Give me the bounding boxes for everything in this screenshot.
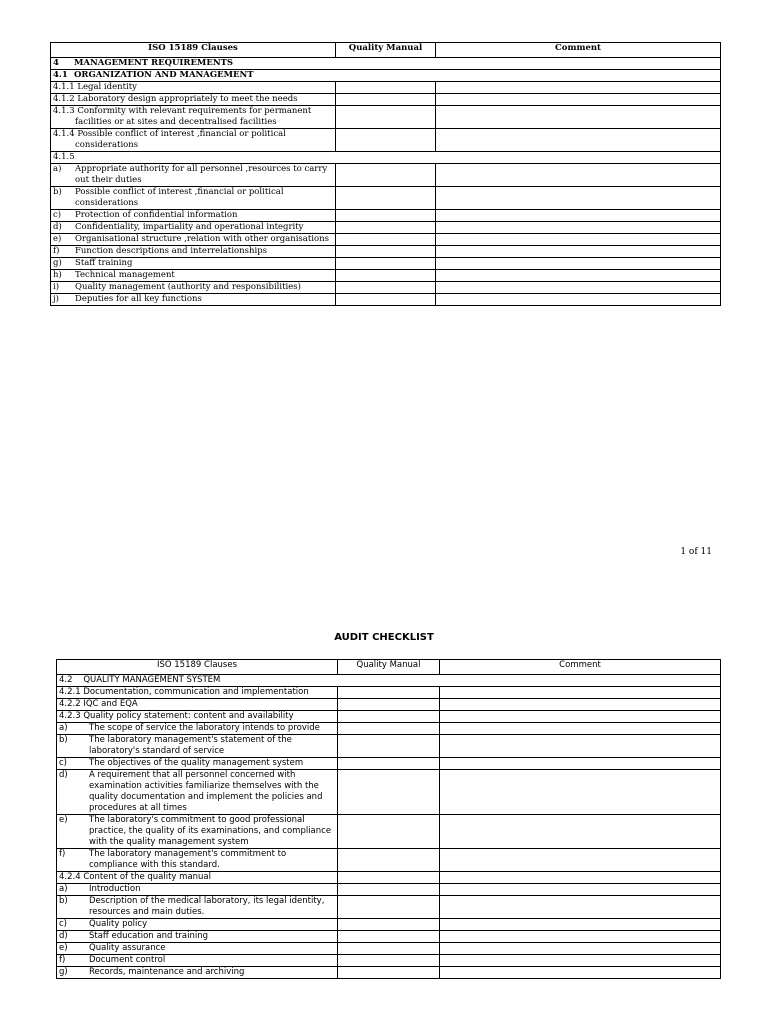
- table-row: [51, 270, 721, 282]
- clause-item: [57, 955, 338, 967]
- manual-cell[interactable]: [338, 687, 440, 699]
- item-text: Deputies for all key functions: [75, 294, 202, 304]
- page-number: 1 of 11: [680, 547, 712, 557]
- clause-4-2-3-items: [57, 723, 721, 872]
- item-letter: f): [59, 955, 66, 965]
- comment-cell[interactable]: [440, 931, 721, 943]
- item-text: The laboratory management's commitment to compliance with this standard.: [89, 849, 287, 870]
- comment-cell[interactable]: [436, 106, 721, 129]
- comment-cell[interactable]: [436, 294, 721, 306]
- comment-cell[interactable]: [440, 884, 721, 896]
- item-text: The laboratory's commitment to good professional practice, the quality of its examinations, and compliance with the quality management system: [89, 815, 332, 847]
- comment-cell[interactable]: [436, 187, 721, 210]
- clause-item: [57, 735, 338, 758]
- clause-item: [51, 187, 336, 210]
- item-text: Function descriptions and interrelationships: [75, 246, 267, 256]
- comment-cell[interactable]: [440, 849, 721, 872]
- manual-cell[interactable]: [336, 106, 436, 129]
- comment-cell[interactable]: [440, 967, 721, 979]
- table-row: [51, 129, 721, 152]
- item-text: Introduction: [89, 884, 141, 894]
- manual-cell[interactable]: [338, 849, 440, 872]
- section-4-1-title: 4.1 ORGANIZATION AND MANAGEMENT: [51, 70, 721, 82]
- item-letter: d): [59, 931, 68, 941]
- comment-cell[interactable]: [436, 258, 721, 270]
- clause-4-1-4: 4.1.4 Possible conflict of interest ,financial or political considerations: [51, 129, 336, 152]
- table-row: [51, 258, 721, 270]
- clause-item: [51, 270, 336, 282]
- comment-cell[interactable]: [436, 82, 721, 94]
- table-row: [51, 282, 721, 294]
- clause-item: [51, 164, 336, 187]
- comment-cell[interactable]: [440, 758, 721, 770]
- item-text: Quality management (authority and responsibilities): [75, 282, 301, 292]
- manual-cell[interactable]: [338, 967, 440, 979]
- clause-item: [57, 758, 338, 770]
- manual-cell[interactable]: [336, 94, 436, 106]
- clause-4-1-1: 4.1.1 Legal identity: [51, 82, 336, 94]
- comment-cell[interactable]: [440, 872, 721, 884]
- table-row: [57, 758, 721, 770]
- clause-item: [57, 723, 338, 735]
- clause-4-1-5: 4.1.5: [51, 152, 721, 164]
- table-row: [51, 210, 721, 222]
- clause-item: [51, 222, 336, 234]
- table-row: [51, 106, 721, 129]
- header-comment: Comment: [436, 43, 721, 58]
- clause-item: [51, 210, 336, 222]
- manual-cell[interactable]: [338, 770, 440, 815]
- item-letter: d): [59, 770, 68, 780]
- item-text: Quality assurance: [89, 943, 166, 953]
- table-row: [57, 896, 721, 919]
- clause-item: [57, 896, 338, 919]
- comment-cell[interactable]: [436, 282, 721, 294]
- item-letter: f): [59, 849, 66, 859]
- manual-cell[interactable]: [338, 943, 440, 955]
- table-row: [57, 967, 721, 979]
- manual-cell[interactable]: [338, 711, 440, 723]
- table-row: [51, 94, 721, 106]
- table-row: [57, 872, 721, 884]
- manual-cell[interactable]: [338, 723, 440, 735]
- manual-cell[interactable]: [336, 164, 436, 187]
- item-text: The objectives of the quality management system: [89, 758, 304, 768]
- item-letter: c): [53, 210, 62, 220]
- table-row: [51, 164, 721, 187]
- item-letter: i): [53, 282, 60, 292]
- comment-cell[interactable]: [440, 735, 721, 758]
- clause-item: [57, 815, 338, 849]
- comment-cell[interactable]: [440, 687, 721, 699]
- clause-4-1-3: 4.1.3 Conformity with relevant requirements for permanent facilities or at sites and decentralised facilities: [51, 106, 336, 129]
- item-letter: e): [53, 234, 62, 244]
- manual-cell[interactable]: [336, 246, 436, 258]
- manual-cell[interactable]: [336, 270, 436, 282]
- item-text: Protection of confidential information: [75, 210, 238, 220]
- manual-cell[interactable]: [338, 815, 440, 849]
- item-text: Staff education and training: [89, 931, 208, 941]
- item-letter: j): [53, 294, 59, 304]
- manual-cell[interactable]: [336, 129, 436, 152]
- item-letter: e): [59, 815, 68, 825]
- comment-cell[interactable]: [436, 164, 721, 187]
- comment-cell[interactable]: [436, 234, 721, 246]
- header-comment: Comment: [440, 660, 721, 675]
- table-row: [57, 687, 721, 699]
- item-letter: b): [59, 896, 68, 906]
- clause-4-2-1: 4.2.1 Documentation, communication and implementation: [57, 687, 338, 699]
- item-text: Appropriate authority for all personnel ,resources to carry out their duties: [75, 164, 328, 185]
- clause-item: [57, 770, 338, 815]
- manual-cell[interactable]: [336, 187, 436, 210]
- comment-cell[interactable]: [436, 94, 721, 106]
- comment-cell[interactable]: [440, 770, 721, 815]
- item-letter: g): [53, 258, 62, 268]
- item-text: The laboratory management's statement of the laboratory's standard of service: [89, 735, 292, 756]
- clause-item: [57, 884, 338, 896]
- table-header-row: [51, 43, 721, 58]
- item-text: Staff training: [75, 258, 133, 268]
- item-letter: e): [59, 943, 68, 953]
- clause-item: [57, 919, 338, 931]
- table-row: [57, 711, 721, 723]
- manual-cell[interactable]: [336, 258, 436, 270]
- comment-cell[interactable]: [440, 919, 721, 931]
- table-row: [57, 770, 721, 815]
- item-text: Document control: [89, 955, 166, 965]
- item-text: Quality policy: [89, 919, 148, 929]
- header-clauses: ISO 15189 Clauses: [51, 43, 336, 58]
- table-row: [51, 82, 721, 94]
- manual-cell[interactable]: [338, 896, 440, 919]
- manual-cell[interactable]: [338, 735, 440, 758]
- comment-cell[interactable]: [440, 955, 721, 967]
- manual-cell[interactable]: [338, 872, 440, 884]
- section-4-2-title: 4.2 QUALITY MANAGEMENT SYSTEM: [57, 675, 721, 687]
- clause-item: [51, 294, 336, 306]
- table-row: [57, 919, 721, 931]
- item-letter: d): [53, 222, 62, 232]
- clause-item: [57, 967, 338, 979]
- comment-cell[interactable]: [440, 943, 721, 955]
- item-letter: h): [53, 270, 62, 280]
- item-letter: a): [53, 164, 62, 174]
- clause-4-1-2: 4.1.2 Laboratory design appropriately to meet the needs: [51, 94, 336, 106]
- item-letter: g): [59, 967, 68, 977]
- clause-4-2-3: 4.2.3 Quality policy statement: content and availability: [57, 711, 338, 723]
- item-text: Records, maintenance and archiving: [89, 967, 245, 977]
- comment-cell[interactable]: [436, 270, 721, 282]
- clause-item: [51, 282, 336, 294]
- manual-cell[interactable]: [336, 210, 436, 222]
- manual-cell[interactable]: [338, 758, 440, 770]
- item-text: The scope of service the laboratory intends to provide: [89, 723, 320, 733]
- header-clauses: ISO 15189 Clauses: [57, 660, 338, 675]
- manual-cell[interactable]: [338, 919, 440, 931]
- table-row: [51, 152, 721, 164]
- table-row: [51, 294, 721, 306]
- table-row: [57, 735, 721, 758]
- comment-cell[interactable]: [440, 711, 721, 723]
- section-4-title: 4 MANAGEMENT REQUIREMENTS: [51, 58, 721, 70]
- table-row: [51, 234, 721, 246]
- comment-cell[interactable]: [436, 222, 721, 234]
- clause-item: [57, 943, 338, 955]
- item-letter: c): [59, 919, 67, 929]
- manual-cell[interactable]: [338, 931, 440, 943]
- manual-cell[interactable]: [336, 82, 436, 94]
- item-letter: b): [53, 187, 62, 197]
- table-row: [57, 931, 721, 943]
- clause-item: [57, 849, 338, 872]
- manual-cell[interactable]: [338, 699, 440, 711]
- comment-cell[interactable]: [440, 896, 721, 919]
- table-row: [51, 187, 721, 210]
- section-row-4-1: [51, 70, 721, 82]
- table-header-row: [57, 660, 721, 675]
- comment-cell[interactable]: [436, 210, 721, 222]
- table-row: [57, 723, 721, 735]
- table-row: [57, 884, 721, 896]
- header-quality-manual: Quality Manual: [336, 43, 436, 58]
- comment-cell[interactable]: [440, 723, 721, 735]
- item-letter: f): [53, 246, 60, 256]
- clause-item: [51, 246, 336, 258]
- table-row: [57, 849, 721, 872]
- page-title: AUDIT CHECKLIST: [334, 632, 434, 643]
- manual-cell[interactable]: [338, 884, 440, 896]
- manual-cell[interactable]: [336, 234, 436, 246]
- manual-cell[interactable]: [336, 282, 436, 294]
- clause-4-1-5-items: [51, 164, 721, 306]
- item-letter: a): [59, 884, 68, 894]
- item-letter: c): [59, 758, 67, 768]
- table-row: [51, 222, 721, 234]
- comment-cell[interactable]: [436, 246, 721, 258]
- item-text: Description of the medical laboratory, its legal identity, resources and main duties.: [89, 896, 325, 917]
- item-text: A requirement that all personnel concerned with examination activities familiarize themselves with the quality documentation and implement the policies and procedures at all times: [89, 770, 323, 813]
- section-row-4: [51, 58, 721, 70]
- item-text: Organisational structure ,relation with other organisations: [75, 234, 329, 244]
- clause-item: [51, 258, 336, 270]
- manual-cell[interactable]: [336, 222, 436, 234]
- table-row: [57, 815, 721, 849]
- manual-cell[interactable]: [336, 294, 436, 306]
- table-row: [57, 699, 721, 711]
- table-row: [57, 955, 721, 967]
- iso-clauses-table-41: [50, 42, 721, 306]
- table-row: [57, 943, 721, 955]
- table-row: [51, 246, 721, 258]
- item-text: Possible conflict of interest ,financial or political considerations: [75, 187, 284, 208]
- comment-cell[interactable]: [440, 815, 721, 849]
- comment-cell[interactable]: [436, 129, 721, 152]
- item-text: Confidentiality, impartiality and operational integrity: [75, 222, 304, 232]
- comment-cell[interactable]: [440, 699, 721, 711]
- clause-4-2-2: 4.2.2 IQC and EQA: [57, 699, 338, 711]
- item-text: Technical management: [75, 270, 175, 280]
- clause-4-2-4: 4.2.4 Content of the quality manual: [57, 872, 338, 884]
- header-quality-manual: Quality Manual: [338, 660, 440, 675]
- iso-clauses-table-42: [56, 659, 721, 979]
- clause-item: [51, 234, 336, 246]
- clause-4-2-4-items: [57, 884, 721, 979]
- item-letter: b): [59, 735, 68, 745]
- manual-cell[interactable]: [338, 955, 440, 967]
- clause-item: [57, 931, 338, 943]
- item-letter: a): [59, 723, 68, 733]
- section-row-4-2: [57, 675, 721, 687]
